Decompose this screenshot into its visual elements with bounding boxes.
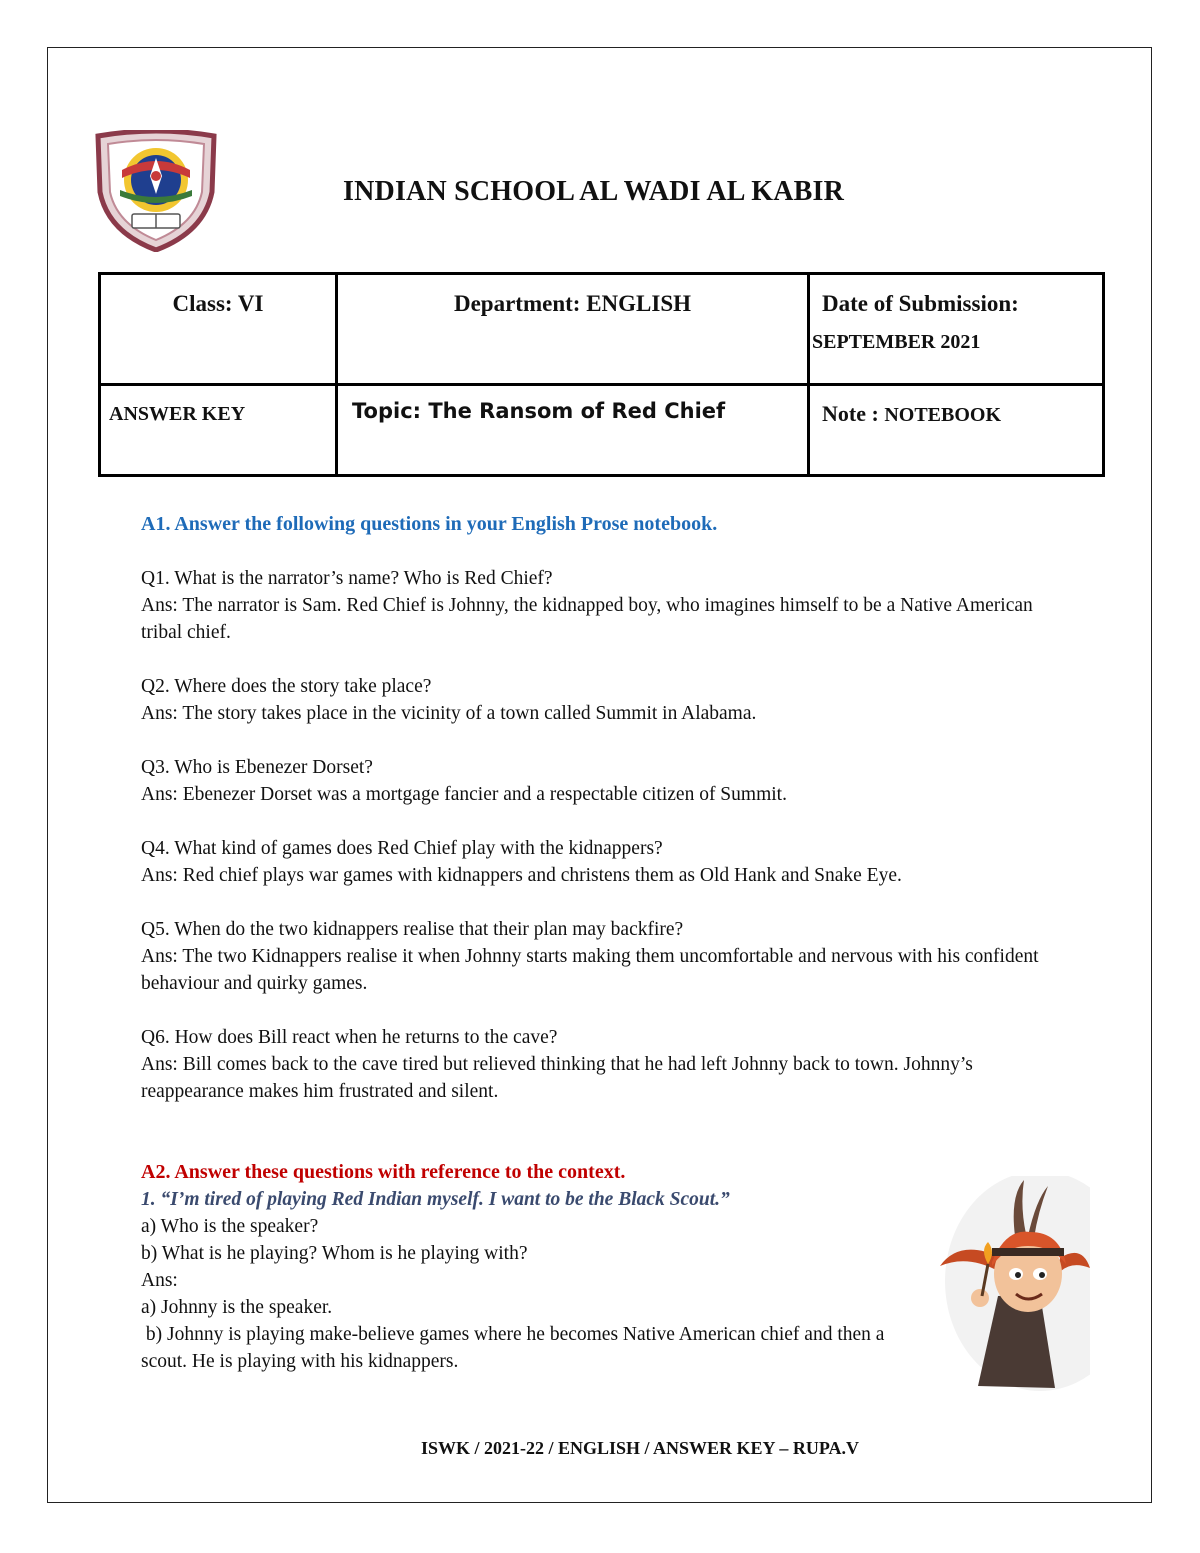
a2-heading: A2. Answer these questions with reference to the context. bbox=[141, 1161, 626, 1183]
red-chief-illustration bbox=[920, 1176, 1090, 1391]
a2-quote: 1. “I’m tired of playing Red Indian myself. I want to be the Black Scout.” bbox=[141, 1189, 730, 1210]
answer-1: Ans: The narrator is Sam. Red Chief is Johnny, the kidnapped boy, who imagines himself to be a Native American tribal chief. bbox=[141, 595, 1033, 643]
answer-key-label: ANSWER KEY bbox=[109, 403, 246, 425]
topic-label: Topic: The Ransom of Red Chief bbox=[352, 399, 726, 423]
date-cell bbox=[809, 274, 1104, 385]
department-label: Department: ENGLISH bbox=[453, 291, 692, 316]
answer-4: Ans: Red chief plays war games with kidnappers and christens them as Old Hank and Snake Eye. bbox=[141, 865, 902, 886]
note-prefix: Note : bbox=[822, 401, 885, 426]
a2-answer-b: b) Johnny is playing make-believe games where he becomes Native American chief and then a scout. He is playing with his kidnappers. bbox=[141, 1324, 890, 1372]
answer-2: Ans: The story takes place in the vicinity of a town called Summit in Alabama. bbox=[141, 703, 757, 724]
info-table bbox=[98, 272, 1105, 477]
a2-question-a: a) Who is the speaker? bbox=[141, 1216, 319, 1237]
topic-cell bbox=[337, 385, 809, 476]
a2-ans-label: Ans: bbox=[141, 1270, 178, 1291]
department-cell bbox=[337, 274, 809, 385]
a1-heading: A1. Answer the following questions in your English Prose notebook. bbox=[141, 513, 718, 535]
question-2: Q2. Where does the story take place? bbox=[141, 676, 432, 697]
question-4: Q4. What kind of games does Red Chief play with the kidnappers? bbox=[141, 838, 663, 859]
question-5: Q5. When do the two kidnappers realise that their plan may backfire? bbox=[141, 919, 684, 940]
note-cell bbox=[809, 385, 1104, 476]
question-6: Q6. How does Bill react when he returns to the cave? bbox=[141, 1027, 558, 1048]
school-crest-logo bbox=[92, 130, 220, 252]
note-value: NOTEBOOK bbox=[884, 404, 1002, 426]
a2-answer-a: a) Johnny is the speaker. bbox=[141, 1297, 333, 1318]
answer-key-cell bbox=[100, 385, 337, 476]
answer-3: Ans: Ebenezer Dorset was a mortgage fancier and a respectable citizen of Summit. bbox=[141, 784, 787, 805]
date-label: Date of Submission: bbox=[822, 291, 1019, 316]
school-name: INDIAN SCHOOL AL WADI AL KABIR bbox=[343, 176, 845, 207]
question-3: Q3. Who is Ebenezer Dorset? bbox=[141, 757, 373, 778]
answer-6: Ans: Bill comes back to the cave tired but relieved thinking that he had left Johnny back to town. Johnny’s reappearance makes him frustrated and silent. bbox=[141, 1054, 973, 1102]
class-cell bbox=[100, 274, 337, 385]
class-label: Class: VI bbox=[172, 291, 264, 316]
date-value: SEPTEMBER 2021 bbox=[812, 331, 981, 353]
footer-text: ISWK / 2021-22 / ENGLISH / ANSWER KEY – RUPA.V bbox=[420, 1438, 860, 1458]
answer-5: Ans: The two Kidnappers realise it when Johnny starts making them uncomfortable and nervous with his confident behaviour and quirky games. bbox=[141, 946, 1039, 994]
question-1: Q1. What is the narrator’s name? Who is Red Chief? bbox=[141, 568, 553, 589]
section-a2 bbox=[141, 1159, 921, 1375]
a2-question-b: b) What is he playing? Whom is he playing with? bbox=[141, 1243, 528, 1264]
